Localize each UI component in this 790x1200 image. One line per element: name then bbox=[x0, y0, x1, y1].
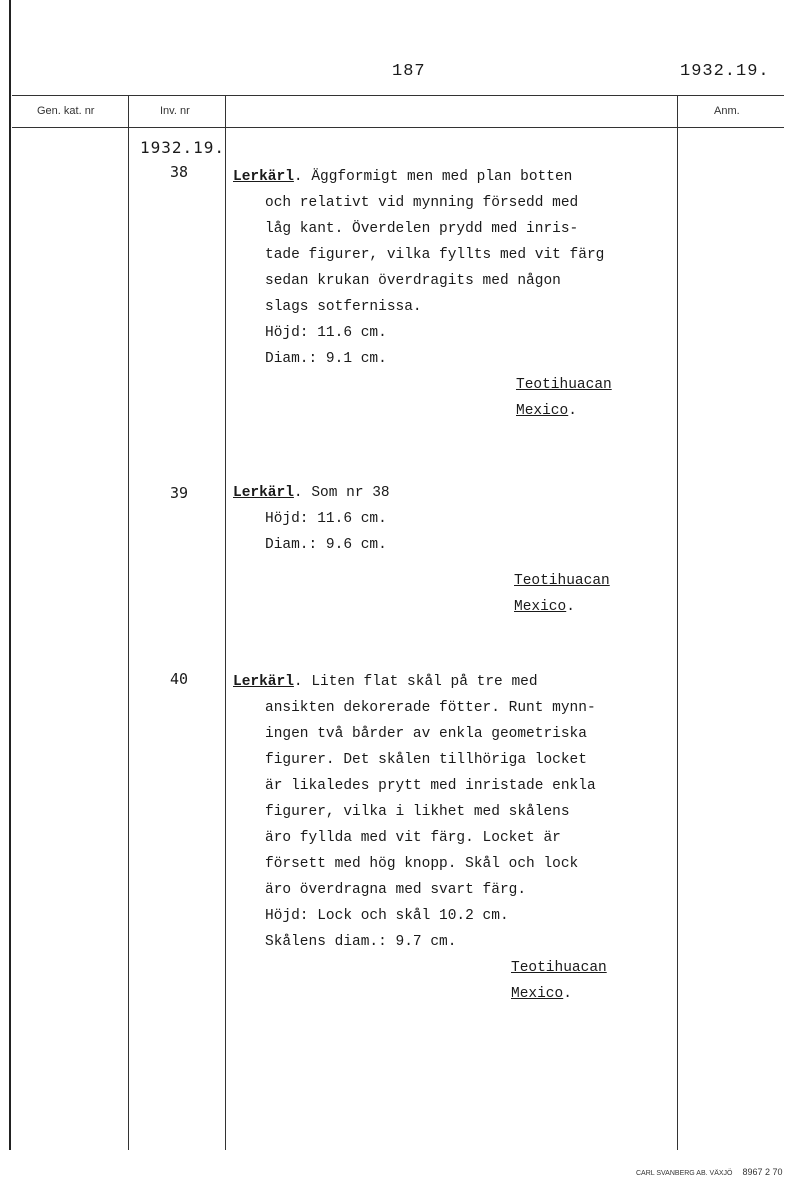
year-reference: 1932.19. bbox=[680, 62, 770, 81]
entry-line: försett med hög knopp. Skål och lock bbox=[265, 856, 579, 872]
entry-keyword: Lerkärl bbox=[233, 674, 294, 690]
entry-country: Mexico bbox=[511, 986, 564, 1002]
entry-number: 40 bbox=[170, 670, 189, 688]
column-header-anm: Anm. bbox=[714, 105, 740, 117]
entry-line: och relativt vid mynning försedd med bbox=[265, 195, 579, 211]
entry-line: tade figurer, vilka fyllts med vit färg bbox=[265, 247, 605, 263]
entry-country: Mexico bbox=[514, 599, 567, 615]
entry-line: sedan krukan överdragits med någon bbox=[265, 273, 561, 289]
entry-line: äro överdragna med svart färg. bbox=[265, 882, 527, 898]
entry-keyword: Lerkärl bbox=[233, 485, 294, 501]
entry-line: slags sotfernissa. bbox=[265, 299, 422, 315]
entry-line: ansikten dekorerade fötter. Runt mynn- bbox=[265, 700, 596, 716]
column-divider-1 bbox=[128, 95, 129, 1150]
entry-country: Mexico bbox=[516, 403, 569, 419]
page-number: 187 bbox=[392, 62, 426, 81]
catalog-entry: Lerkärl. Som nr 38 Höjd: 11.6 cm. Diam.: 9.6 cm. Teotihuacan Mexico. bbox=[233, 480, 678, 620]
entry-number: 39 bbox=[170, 484, 189, 502]
entry-line: Diam.: 9.6 cm. bbox=[265, 537, 387, 553]
entry-line: låg kant. Överdelen prydd med inris- bbox=[265, 221, 579, 237]
entry-place: Teotihuacan bbox=[516, 377, 612, 393]
entry-line: Höjd: Lock och skål 10.2 cm. bbox=[265, 908, 509, 924]
column-header-gen-kat: Gen. kat. nr bbox=[37, 105, 95, 117]
form-code: 8967 2 70 bbox=[742, 1167, 783, 1177]
catalog-entry: Lerkärl. Äggformigt men med plan botten och relativt vid mynning försedd med låg kant. Överdelen prydd med inris- tade figurer, vilka fyllts med vit färg sedan krukan överdragits med någon slags sotfernissa. Höjd: 11.6 cm. Diam.: 9.1 cm. Teotihuacan Mexico. bbox=[233, 164, 678, 424]
entry-line: figurer, vilka i likhet med skålens bbox=[265, 804, 570, 820]
entry-line: ingen två bårder av enkla geometriska bbox=[265, 726, 587, 742]
entry-line: Diam.: 9.1 cm. bbox=[265, 351, 387, 367]
entry-line: äro fyllda med vit färg. Locket är bbox=[265, 830, 561, 846]
entry-line: Höjd: 11.6 cm. bbox=[265, 325, 387, 341]
entry-line: är likaledes prytt med inristade enkla bbox=[265, 778, 596, 794]
entry-first-line: . Som nr 38 bbox=[293, 485, 390, 501]
entry-line: Skålens diam.: 9.7 cm. bbox=[265, 934, 457, 950]
entry-line: Höjd: 11.6 cm. bbox=[265, 511, 387, 527]
entry-keyword: Lerkärl bbox=[233, 169, 294, 185]
entry-place: Teotihuacan bbox=[511, 960, 607, 976]
entry-line: figurer. Det skålen tillhöriga locket bbox=[265, 752, 587, 768]
entry-number: 38 bbox=[170, 163, 189, 181]
catalog-entry: Lerkärl. Liten flat skål på tre med ansikten dekorerade fötter. Runt mynn- ingen två bårder av enkla geometriska figurer. Det skålen tillhöriga locket är likaledes prytt med inristade enkla figurer, vilka i likhet med skålens äro fyllda med vit färg. Locket är försett med hög knopp. Skål och lock äro överdragna med svart färg. Höjd: Lock och skål 10.2 cm. Skålens diam.: 9.7 cm. Teotihuacan Mexico. bbox=[233, 669, 678, 1007]
entry-first-line: . Äggformigt men med plan botten bbox=[293, 169, 573, 185]
column-header-inv: Inv. nr bbox=[160, 105, 190, 117]
printer-footer bbox=[636, 1167, 782, 1177]
entry-place: Teotihuacan bbox=[514, 573, 610, 589]
printer-name: CARL SVANBERG AB. VÄXJÖ bbox=[636, 1170, 733, 1177]
column-divider-2 bbox=[225, 95, 226, 1150]
batch-number: 1932.19. bbox=[140, 138, 226, 157]
binding-edge bbox=[9, 0, 11, 1150]
entry-first-line: . Liten flat skål på tre med bbox=[293, 674, 538, 690]
